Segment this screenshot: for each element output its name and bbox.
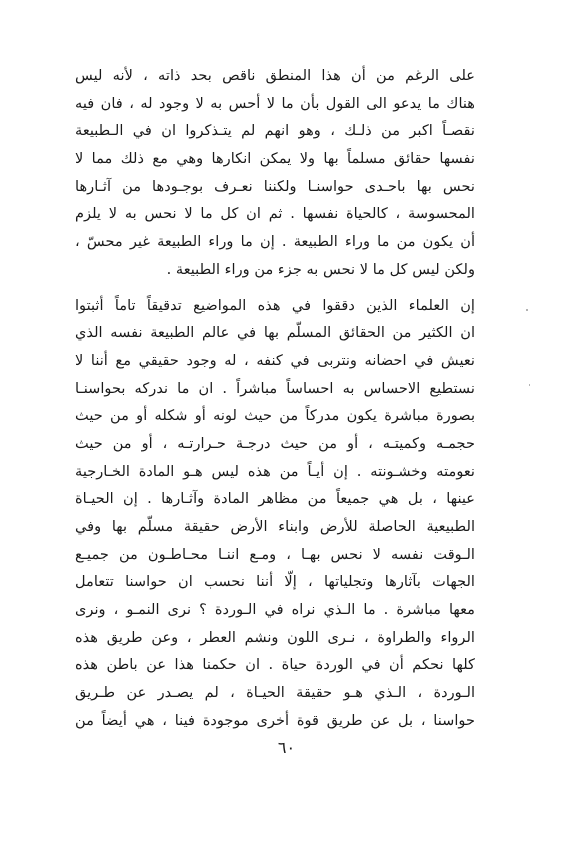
paragraph-1	[75, 62, 475, 284]
text-line: كلها نحكم أن في الوردة حياة . ان حكمنا هذا عن باطن هذه	[75, 656, 475, 674]
text-line: ان الكثير من الحقائق المسلّم بها في عالم الطبيعة نفسه الذي	[75, 324, 475, 342]
text-line: حواسنا ، بل عن طريق قوة أخرى موجودة فينا ، هي أيضاً من	[75, 711, 475, 729]
text-line: الـوردة ، الـذي هـو حقيقة الحيـاة ، لم يصـدر عن طـريق	[75, 684, 475, 702]
text-line: نعومته وخشـونته . إن أيـاً من هذه ليس هـو المادة الخـارجية	[75, 462, 475, 480]
text-line: معها مباشرة . ما الـذي نراه في الـوردة ؟ نرى النمـو ، ونرى	[75, 601, 475, 619]
text-line: عينها ، بل هي جميعاً من مظاهر المادة وآثـارها . إن الحيـاة	[75, 490, 475, 508]
paragraph-spacer	[75, 284, 475, 292]
text-line: نستطيع الاحساس به احساساً مباشراً . ان ما ندركه بحواسنـا	[75, 379, 475, 397]
page-number: ٦٠	[277, 738, 296, 757]
text-line: نفسها حقائق مسلماً بها ولا يمكن انكارها وهي مع ذلك مما لا	[75, 150, 475, 168]
text-line: أن يكون من ما وراء الطبيعة . إن ما وراء الطبيعة غير محسّ ،	[75, 233, 475, 251]
text-line: الطبيعية الحاصلة للأرض وابناء الأرض حقيقة مسلّم بها وفي	[75, 518, 475, 535]
scan-speck	[526, 309, 528, 311]
text-line: إن العلماء الذين دققوا في هذه المواضيع تدقيقاً تاماً أثبتوا	[75, 296, 475, 314]
paragraph-2	[75, 292, 475, 735]
text-line: الـوقت نفسه لا نحس بهـا ، ومـع اننـا محـاطـون من جميـع	[75, 545, 475, 563]
text-line: هناك ما يدعو الى القول بأن ما لا أحس به لا وجود له ، فان فيه	[75, 94, 475, 112]
text-line: نقصـاً اكبر من ذلـك ، وهو انهم لم يتـذكروا ان في الـطبيعة	[75, 122, 475, 140]
text-line: المحسوسة ، كالحياة نفسها . ثم ان كل ما لا نحس به لا يلزم	[75, 205, 475, 223]
text-line: نعيش في احضانه ونتربى في كنفه ، له وجود حقيقي مع أننا لا	[75, 351, 475, 369]
scan-speck	[529, 384, 530, 386]
text-line: على الرغم من أن هذا المنطق ناقص بحد ذاته ، لأنه ليس	[75, 67, 475, 84]
text-line: نحس بها باحـدى حواسنـا ولكننا نعـرف بوجـودها من آثـارها	[75, 177, 475, 195]
text-line: الرواء والطراوة ، نـرى اللون ونشم العطر ، وعن طريق هذه	[75, 628, 475, 646]
text-line: ولكن ليس كل ما لا نحس به جزء من وراء الطبيعة .	[166, 260, 475, 278]
body-text	[75, 62, 475, 735]
text-line: حجمـه وكميتـه ، أو من حيث درجـة حـرارتـه ، أو من حيث	[75, 434, 475, 452]
text-line: الجهات بآثارها وتجلياتها ، إلّا أننا نحسب ان حواسنا تتعامل	[75, 573, 475, 591]
text-line: بصورة مباشرة يكون مدركاً من حيث لونه أو شكله أو من حيث	[75, 407, 475, 425]
